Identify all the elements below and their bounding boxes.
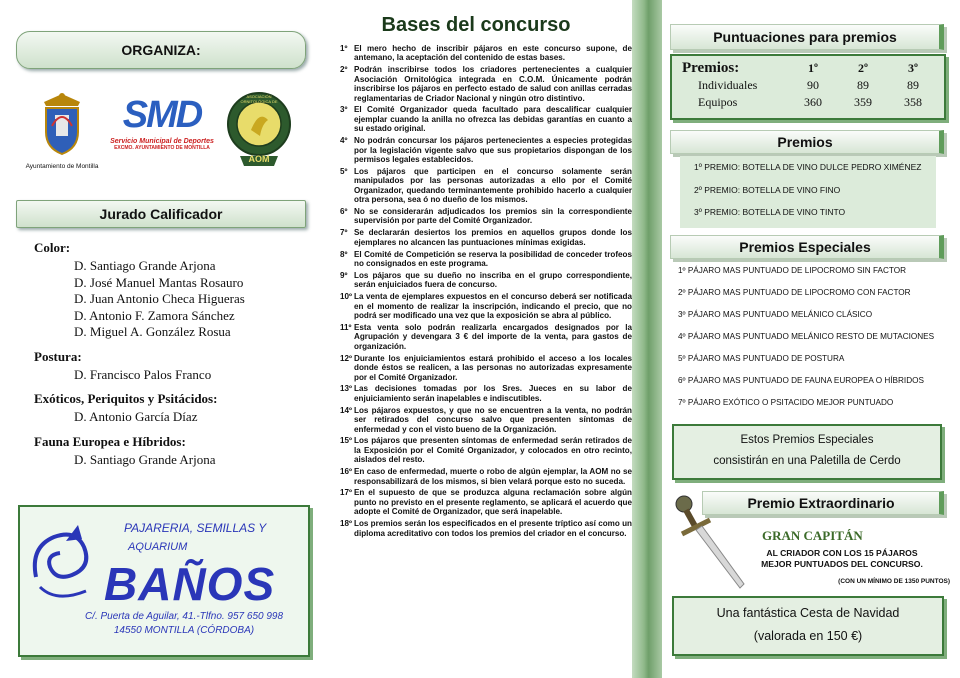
jurado-title: Jurado Calificador xyxy=(99,206,223,222)
rule-item xyxy=(340,250,632,269)
jurado-category: Exóticos, Periquitos y Psitácidos: xyxy=(34,391,218,406)
rule-number: 2º xyxy=(340,65,348,75)
ayuntamiento-caption: Ayuntamiento de Montilla xyxy=(25,163,99,170)
scores-header-row xyxy=(676,60,938,77)
rule-number: 11º xyxy=(340,322,352,332)
scores-cell: 89 xyxy=(907,78,919,92)
rule-item xyxy=(340,136,632,164)
jurado-group xyxy=(34,240,314,341)
rule-item xyxy=(340,44,632,63)
jurado-category: Fauna Europea e Híbridos: xyxy=(34,433,186,449)
premio-item: 2º PREMIO: BOTELLA DE VINO FINO xyxy=(694,185,841,195)
premios-list xyxy=(680,156,936,228)
scores-table xyxy=(670,54,946,120)
rule-text: Los pájaros que su dueño no inscriba en el grupo correspondiente, serán enjuiciados fuera de concurso. xyxy=(354,270,632,290)
scores-cell: 360 xyxy=(804,95,822,109)
minimo-note: (CON UN MÍNIMO DE 1350 PUNTOS) xyxy=(838,578,950,585)
rule-number: 14º xyxy=(340,405,352,415)
rule-text: Los premios serán los especificados en el presente tríptico así como un diploma acreditativo con todos los premios del criador en el concurso. xyxy=(354,519,632,538)
organiza-label: ORGANIZA: xyxy=(121,42,201,58)
rule-item xyxy=(340,323,632,351)
rule-item xyxy=(340,406,632,434)
especiales-title: Premios Especiales xyxy=(739,239,871,255)
middle-panel xyxy=(320,0,632,678)
bases-title: Bases del concurso xyxy=(381,14,571,36)
scores-row xyxy=(676,94,938,111)
jurado-name: D. Antonio García Díaz xyxy=(74,409,198,424)
rule-text: Los pájaros expuestos, y que no se encuentren a la venta, no podrán ser retirados del concurso salvo que presenten síntomas de enfermedad y con el visto bueno de la Organización. xyxy=(354,405,632,434)
rule-item xyxy=(340,436,632,464)
smd-mark: SMD xyxy=(122,94,202,136)
aom-logo xyxy=(226,86,292,172)
rule-number: 7º xyxy=(340,228,348,238)
rule-item xyxy=(340,207,632,226)
scores-row-label: Equipos xyxy=(698,95,738,109)
rule-text: Podrán inscribirse todos los criadores pertenecientes a cualquier Asociación Ornitológica integrada en C.O.M. Únicamente podrán inscribirse los pájaros en perfecto estado de salud con anillas cerradas reglamentarias de Criador Nacional y ningún otro distintivo. xyxy=(354,65,632,103)
rule-number: 4º xyxy=(340,136,348,146)
puntuaciones-header xyxy=(670,24,944,50)
paletilla-line2: consistirán en una Paletilla de Cerdo xyxy=(713,455,901,467)
rule-number: 1º xyxy=(340,44,348,53)
crest-icon xyxy=(22,88,102,158)
left-panel xyxy=(0,0,320,678)
ad-address2: 14550 MONTILLA (CÓRDOBA) xyxy=(113,625,255,636)
paletilla-box xyxy=(672,424,942,480)
ad-address1: C/. Puerta de Aguilar, 41.-Tlfno. 957 650 998 xyxy=(84,611,284,622)
rule-item xyxy=(340,354,632,382)
rule-text: Las decisiones tomadas por los Sres. Jueces en su labor de enjuiciamiento serán inapelables e indiscutibles. xyxy=(354,384,632,403)
especial-item: 4º PÁJARO MAS PUNTUADO MELÁNICO RESTO DE MUTACIONES xyxy=(678,332,935,341)
rule-text: No se considerarán adjudicados los premios sin la correspondiente supervisión por parte del Comité Organizador. xyxy=(354,207,632,226)
premio-item: 3º PREMIO: BOTELLA DE VINO TINTO xyxy=(694,207,846,217)
criador-text xyxy=(740,548,944,570)
extra-title: Premio Extraordinario xyxy=(747,495,895,511)
rule-text: Se declararán desiertos los premios en aquellos grupos donde los ejemplares no alcancen las puntuaciones mínimas exigidas. xyxy=(354,228,632,247)
especial-item: 1º PÁJARO MAS PUNTUADO DE LIPOCROMO SIN FACTOR xyxy=(678,266,907,275)
rule-text: El Comité Organizador queda facultado para descalificar cualquier ejemplar cuando la anilla no ofrezca las debidas garantías en cuanto a su estado original. xyxy=(354,105,632,134)
rules-list xyxy=(340,44,632,541)
rule-text: La venta de ejemplares expuestos en el concurso deberá ser notificada en el momento de realizar la inscripción, indicando el precio, que no podrá ser modificado una vez que la exposición se abra al público. xyxy=(354,292,632,321)
aom-ring-text: ASOCIACIÓN ORNITOLÓGICA DE MONTILLA xyxy=(240,94,278,109)
banos-advert xyxy=(18,505,310,657)
rule-number: 17º xyxy=(340,488,352,498)
rule-number: 15º xyxy=(340,436,352,446)
jurado-name: D. Santiago Grande Arjona xyxy=(74,451,216,467)
especial-item: 5º PÁJARO MAS PUNTUADO DE POSTURA xyxy=(678,354,845,363)
bird-ornament-icon xyxy=(26,517,106,609)
rule-item xyxy=(340,167,632,205)
organiza-banner xyxy=(16,31,306,69)
jurado-name: D. Antonio F. Zamora Sánchez xyxy=(74,307,235,323)
sword-icon xyxy=(670,494,750,594)
rule-number: 5º xyxy=(340,166,348,176)
rule-number: 18º xyxy=(340,519,352,529)
rule-text: Esta venta solo podrán realizarla encargados designados por la Agrupación y devengara 3 € del importe de la venta, para gastos de organización. xyxy=(354,322,632,351)
rule-number: 8º xyxy=(340,249,348,259)
rule-number: 10º xyxy=(340,292,352,302)
fold-divider xyxy=(632,0,662,678)
rule-item xyxy=(340,384,632,403)
especial-item: 7º PÁJARO EXÓTICO O PSITACIDO MEJOR PUNTUADO xyxy=(678,398,894,407)
rule-item xyxy=(340,519,632,538)
cesta-line2: (valorada en 150 €) xyxy=(753,629,863,643)
especial-item: 3º PÁJARO MAS PUNTUADO MELÁNICO CLÁSICO xyxy=(678,310,873,319)
aom-mark: AOM xyxy=(248,154,270,164)
criador-line1: AL CRIADOR CON LOS 15 PÁJAROS xyxy=(766,548,918,558)
puntuaciones-title: Puntuaciones para premios xyxy=(713,29,897,45)
criador-line2: MEJOR PUNTUADOS DEL CONCURSO. xyxy=(761,559,923,569)
rule-item xyxy=(340,271,632,290)
rule-number: 6º xyxy=(340,207,348,216)
jurado-group xyxy=(34,434,314,469)
rule-number: 12º xyxy=(340,353,352,363)
scores-row-label: Individuales xyxy=(698,78,758,92)
rule-item xyxy=(340,488,632,516)
rule-number: 13º xyxy=(340,384,352,394)
scores-cell: 90 xyxy=(807,78,819,92)
jurado-group xyxy=(34,349,314,384)
cesta-box xyxy=(672,596,944,656)
scores-header-1: 1º xyxy=(808,61,818,75)
rule-text: El Comité de Competición se reserva la posibilidad de conceder trofeos no consignados en este programa. xyxy=(354,249,632,269)
premios-title: Premios xyxy=(777,134,833,150)
jurado-name: D. Santiago Grande Arjona xyxy=(74,258,216,273)
scores-header-label: Premios: xyxy=(682,60,740,76)
jurado-name: D. José Manuel Mantas Rosauro xyxy=(74,274,244,290)
right-panel xyxy=(662,0,960,678)
scores-header-3: 3º xyxy=(908,61,918,75)
especial-item: 6º PÁJARO MAS PUNTUADO DE FAUNA EUROPEA O HÍBRIDOS xyxy=(678,376,924,385)
premio-item: 1º PREMIO: BOTELLA DE VINO DULCE PEDRO XIMÉNEZ xyxy=(694,162,922,172)
jurado-list xyxy=(34,240,314,476)
scores-header-2: 2º xyxy=(858,61,868,75)
jurado-name: D. Miguel A. González Rosua xyxy=(74,324,231,339)
rule-item xyxy=(340,467,632,486)
smd-line2: EXCMO. AYUNTAMIENTO DE MONTILLA xyxy=(114,145,210,151)
jurado-category: Postura: xyxy=(34,348,82,364)
rule-text: El mero hecho de inscribir pájaros en este concurso supone, de antemano, la aceptación del contenido de estas bases. xyxy=(354,44,632,63)
smd-line1: Servicio Municipal de Deportes xyxy=(110,138,214,145)
paletilla-line1: Estos Premios Especiales xyxy=(740,434,874,446)
smd-logo xyxy=(104,92,220,172)
jurado-category: Color: xyxy=(34,240,71,255)
rule-number: 16º xyxy=(340,467,352,477)
rule-item xyxy=(340,105,632,133)
scores-cell: 358 xyxy=(904,95,922,109)
ad-brand: BAÑOS xyxy=(104,558,276,610)
jurado-banner xyxy=(16,200,306,228)
especiales-header xyxy=(670,235,944,259)
jurado-name: D. Juan Antonio Checa Higueras xyxy=(74,291,245,306)
rule-number: 9º xyxy=(340,270,348,280)
rule-text: Los pájaros que presenten síntomas de enfermedad serán retirados de la Exposición por el Comité Organizador, y colocados en otro recinto, aislados del resto. xyxy=(354,436,632,465)
scores-row xyxy=(676,77,938,94)
ayuntamiento-logo xyxy=(22,88,102,172)
rule-text: Durante los enjuiciamientos estará prohibido el acceso a los locales donde éstos se realicen, a las personas no autorizadas expresamente por el Comité Organizador. xyxy=(354,353,632,382)
jurado-name: D. Francisco Palos Franco xyxy=(74,366,212,382)
rule-item xyxy=(340,65,632,103)
rule-text: En caso de enfermedad, muerte o robo de algún ejemplar, la AOM no se responsabilizará de los mismos, si bien velará porque esto no suceda. xyxy=(354,467,632,486)
rule-text: Los pájaros que participen en el concurso solamente serán manipulados por las personas autorizadas a ello por el Comité Organizador, quedando terminantemente prohibido hacerlo a cualquier otra persona, sea ó no dueño de los mismos. xyxy=(354,166,632,205)
scores-cell: 359 xyxy=(854,95,872,109)
premios-header xyxy=(670,130,944,154)
ad-line2: AQUARIUM xyxy=(128,541,188,553)
rule-number: 3º xyxy=(340,105,348,115)
rule-item xyxy=(340,228,632,247)
especial-item: 2º PÁJARO MAS PUNTUADO DE LIPOCROMO CON FACTOR xyxy=(678,288,911,297)
cesta-line1: Una fantástica Cesta de Navidad xyxy=(716,606,900,620)
rule-text: No podrán concursar los pájaros pertenecientes a especies protegidas por la legislación vigente salvo que sus propietarios dispongan de los permisos legales establecidos. xyxy=(354,136,632,164)
rule-text: En el supuesto de que se produzca alguna reclamación sobre algún punto no previsto en el presente reglamento, se aplicará el acuerdo que adopte el Comité de Organizador, que será inapelable. xyxy=(354,488,632,517)
ad-line1: PAJARERIA, SEMILLAS Y xyxy=(124,521,267,535)
gran-capitan-label: GRAN CAPITÁN xyxy=(762,528,863,543)
jurado-group xyxy=(34,391,314,426)
rule-item xyxy=(340,292,632,320)
scores-cell: 89 xyxy=(857,78,869,92)
